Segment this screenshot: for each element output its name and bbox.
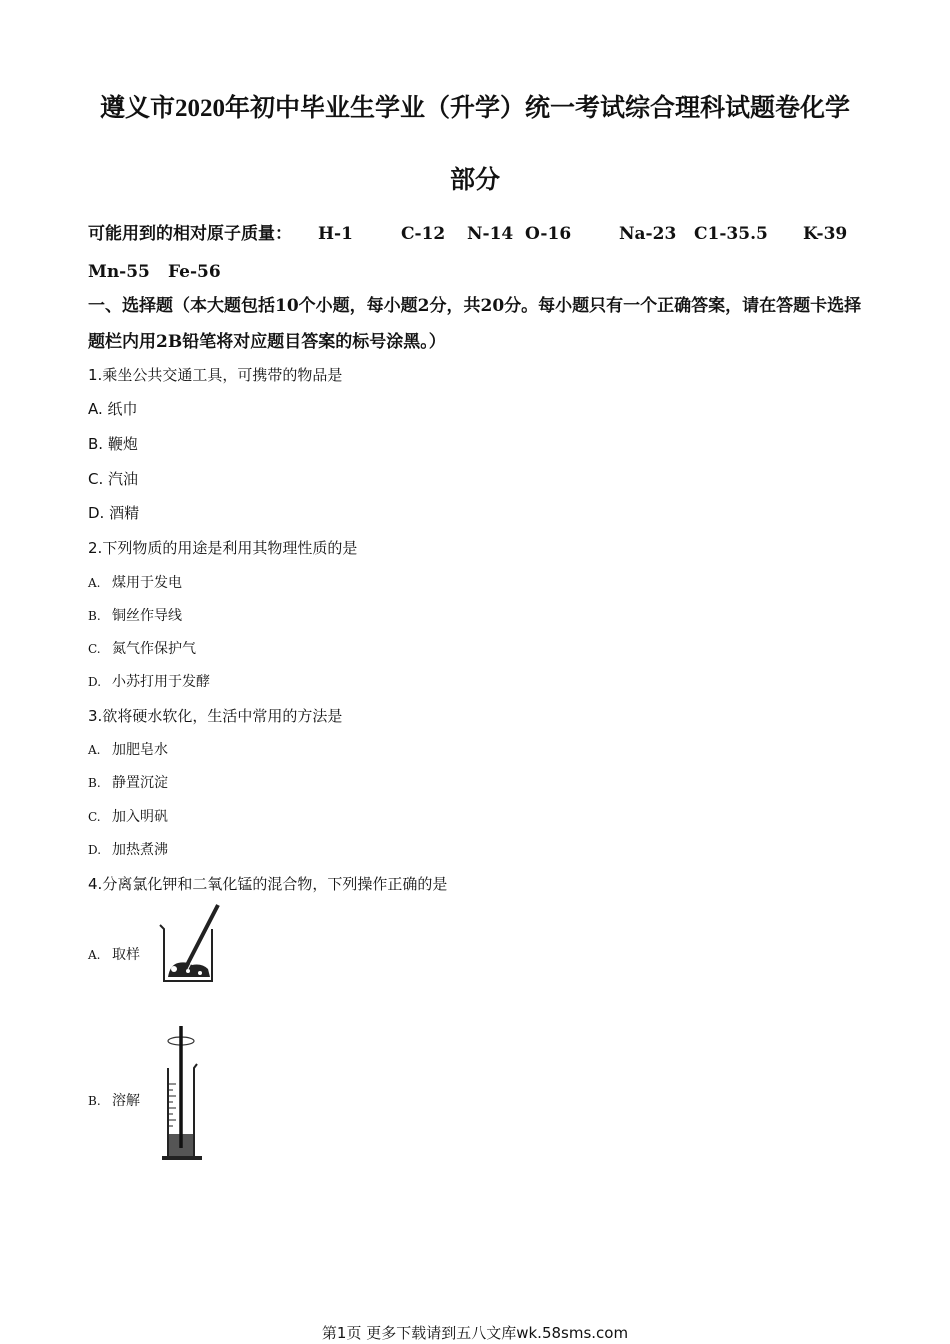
atomic-mass: K-39: [803, 224, 848, 244]
option-4a[interactable]: [88, 944, 140, 964]
option-text: 铜丝作导线: [112, 608, 182, 624]
option-2b[interactable]: [88, 605, 182, 625]
atomic-masses-label: 可能用到的相对原子质量：: [88, 224, 292, 244]
option-letter: D.: [88, 843, 102, 857]
atomic-mass: Mn-55: [88, 262, 150, 282]
option-1c[interactable]: [88, 468, 138, 489]
option-text: 汽油: [108, 470, 139, 488]
option-1b[interactable]: [88, 433, 138, 454]
graduated-cylinder-figure: [158, 1024, 208, 1164]
page-title: 遵义市2020年初中毕业生学业（升学）统一考试综合理科试题卷化学: [99, 95, 850, 122]
page-title-continued: 部分: [449, 167, 500, 194]
atomic-mass: N-14: [467, 224, 514, 244]
atomic-mass: H-1: [318, 224, 353, 244]
option-2a[interactable]: [88, 572, 182, 592]
question-3: [88, 705, 342, 726]
option-2d[interactable]: [88, 671, 210, 691]
question-stem: 乘坐公共交通工具，可携带的物品是: [102, 366, 343, 384]
atomic-masses: [88, 215, 868, 291]
question-number: 4.: [88, 875, 103, 893]
option-1a[interactable]: [88, 398, 138, 419]
question-number: 3.: [88, 707, 103, 725]
atomic-mass: C-12: [401, 224, 446, 244]
option-text: 纸巾: [107, 400, 138, 418]
atomic-mass: Fe-56: [168, 262, 221, 282]
question-stem: 下列物质的用途是利用其物理性质的是: [102, 539, 358, 557]
atomic-mass: Na-23: [619, 224, 677, 244]
option-text: 加热煮沸: [112, 842, 168, 858]
option-letter: C.: [88, 642, 101, 656]
option-1d[interactable]: [88, 502, 139, 523]
option-4b[interactable]: [88, 1090, 140, 1110]
option-letter: A.: [88, 400, 103, 418]
option-text: 溶解: [112, 1093, 140, 1109]
option-2c[interactable]: [88, 638, 196, 658]
atomic-mass: C1-35.5: [694, 224, 768, 244]
option-text: 氮气作保护气: [112, 641, 196, 657]
question-stem: 欲将硬水软化，生活中常用的方法是: [102, 707, 343, 725]
option-letter: A.: [88, 948, 101, 962]
question-4: [88, 873, 447, 894]
option-letter: D.: [88, 675, 102, 689]
option-letter: B.: [88, 435, 104, 453]
beaker-spatula-figure: [158, 903, 224, 985]
atomic-mass: O-16: [525, 224, 572, 244]
option-text: 取样: [112, 947, 140, 963]
option-letter: B.: [88, 776, 101, 790]
option-letter: A.: [88, 743, 101, 757]
option-text: 酒精: [109, 504, 140, 522]
option-letter: D.: [88, 504, 105, 522]
option-text: 煤用于发电: [112, 575, 182, 591]
option-text: 加肥皂水: [112, 742, 168, 758]
page-footer: 第1页 更多下载请到五八文库wk.58sms.com: [321, 1324, 629, 1342]
section-heading: 一、选择题（本大题包括10个小题，每小题2分，共20分。每小题只有一个正确答案，请在答题卡选择题栏内用2B铅笔将对应题目答案的标号涂黑。）: [88, 296, 862, 352]
question-2: [88, 537, 357, 558]
option-text: 加入明矾: [112, 809, 168, 825]
option-3a[interactable]: [88, 739, 168, 759]
question-number: 1.: [88, 366, 103, 384]
option-text: 小苏打用于发酵: [112, 674, 210, 690]
question-number: 2.: [88, 539, 103, 557]
question-1: [88, 364, 342, 385]
option-text: 静置沉淀: [112, 775, 168, 791]
option-letter: B.: [88, 1094, 101, 1108]
question-stem: 分离氯化钾和二氧化锰的混合物，下列操作正确的是: [102, 875, 448, 893]
option-text: 鞭炮: [107, 435, 138, 453]
option-letter: C.: [88, 810, 101, 824]
option-3b[interactable]: [88, 772, 168, 792]
option-3c[interactable]: [88, 806, 168, 826]
option-letter: B.: [88, 609, 101, 623]
option-letter: A.: [88, 576, 101, 590]
option-3d[interactable]: [88, 839, 168, 859]
option-letter: C.: [88, 470, 104, 488]
